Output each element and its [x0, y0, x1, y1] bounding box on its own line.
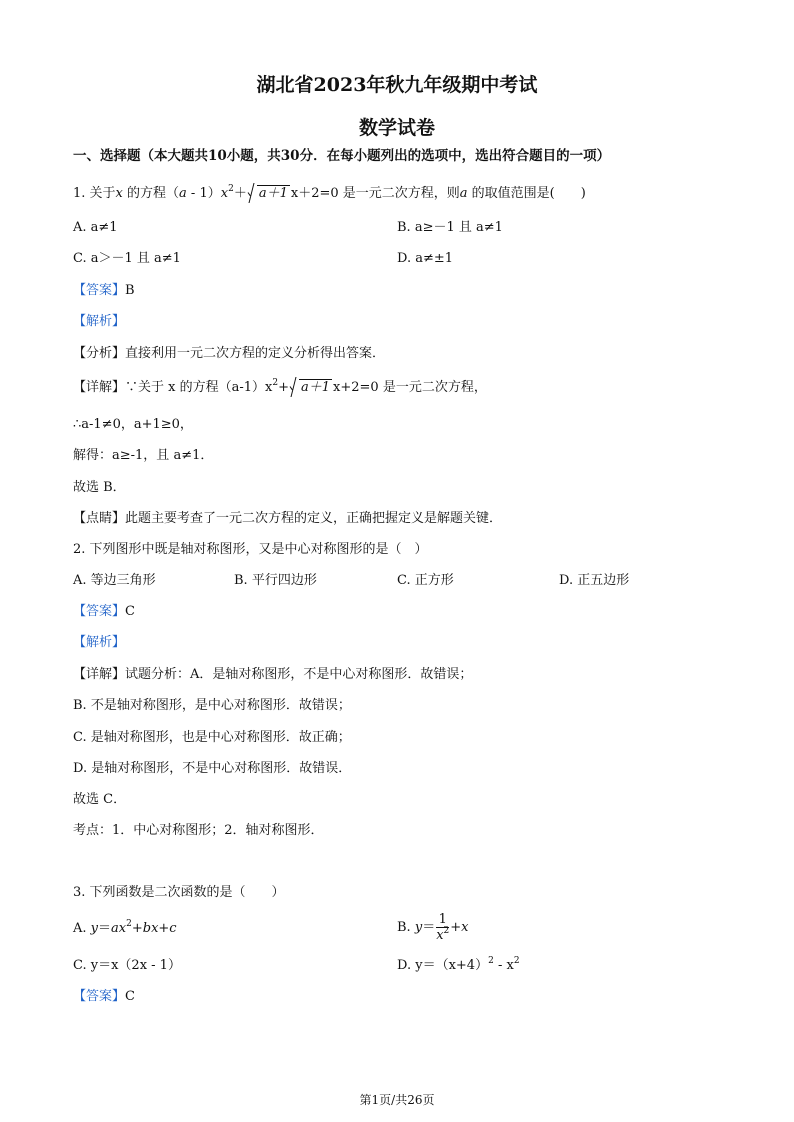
page-title: 湖北省2023年秋九年级期中考试 [256, 74, 538, 96]
fraction: $\frac{1}{x^2}$ [436, 912, 450, 943]
q1-comment: 【点睛】此题主要考查了一元二次方程的定义，正确把握定义是解题关键． [73, 511, 503, 526]
q1-fenxi: 【分析】直接利用一元二次方程的定义分析得出答案． [73, 346, 386, 361]
q3-stem: 3. 下列函数是二次函数的是（ ） [73, 885, 285, 900]
q2-choose: 故选 C． [73, 792, 127, 807]
q2-option-c: C. 正方形 [397, 573, 454, 588]
q3-option-a: A. $y=ax^2+bx+c$ [73, 919, 177, 936]
q1-step-1: ∴a-1≠0，a+1≥0， [73, 417, 193, 432]
q2-detail: 【详解】试题分析：A．是轴对称图形，不是中心对称图形．故错误； [73, 667, 473, 682]
q2-line-c: C. 是轴对称图形，也是中心对称图形．故正确； [73, 730, 351, 745]
q2-option-d: D. 正五边形 [559, 573, 630, 588]
q2-stem: 2. 下列图形中既是轴对称图形，又是中心对称图形的是（ ） [73, 542, 428, 557]
q2-line-b: B. 不是轴对称图形，是中心对称图形．故错误； [73, 698, 351, 713]
q3-option-c: C. y＝x（2x - 1） [73, 958, 181, 973]
q3-answer: 【答案】C [73, 989, 135, 1004]
q2-option-a: A. 等边三角形 [73, 573, 156, 588]
q2-answer: 【答案】C [73, 604, 135, 619]
q2-line-d: D. 是轴对称图形，不是中心对称图形．故错误． [73, 761, 352, 776]
q2-analysis-tag: 【解析】 [73, 635, 126, 650]
sqrt-symbol: a＋1 [248, 185, 290, 203]
section-heading: 一、选择题（本大题共10小题，共30分．在每小题列出的选项中，选出符合题目的一项） [73, 148, 611, 164]
q1-option-a: A. a≠1 [73, 220, 118, 235]
q1-detail: 【详解】∵关于 x 的方程$(a-1)x^2+$ a＋1 x+2=0 是一元二次方程， [73, 378, 487, 395]
q3-option-b: B. y＝ $\frac{1}{x^2}$ +x [397, 912, 469, 943]
page-footer: 第1页/共26页 [359, 1093, 435, 1107]
q1-step-2: 解得：a≥-1，且 a≠1． [73, 448, 214, 463]
q1-analysis-tag: 【解析】 [73, 314, 126, 329]
q2-kaodian: 考点：1．中心对称图形；2．轴对称图形． [73, 823, 324, 838]
sqrt-symbol: a＋1 [290, 379, 332, 397]
q1-answer: 【答案】B [73, 283, 135, 298]
q1-option-c: C. a＞－1 且 a≠1 [73, 251, 181, 266]
q2-option-b: B. 平行四边形 [234, 573, 317, 588]
q1-option-d: D. a≠±1 [397, 251, 454, 266]
q1-option-b: B. a≥－1 且 a≠1 [397, 220, 503, 235]
q3-option-d: D. $y=(x+4)^2 - x^2$ [397, 956, 520, 973]
q1-step-3: 故选 B． [73, 480, 126, 495]
page-subtitle: 数学试卷 [358, 117, 435, 139]
q1-stem: 1. 关于x 的方程$(a - 1)x^2+$ a＋1 x＋2=0 是一元二次方程，则a 的取值范围是( ) [73, 184, 586, 201]
